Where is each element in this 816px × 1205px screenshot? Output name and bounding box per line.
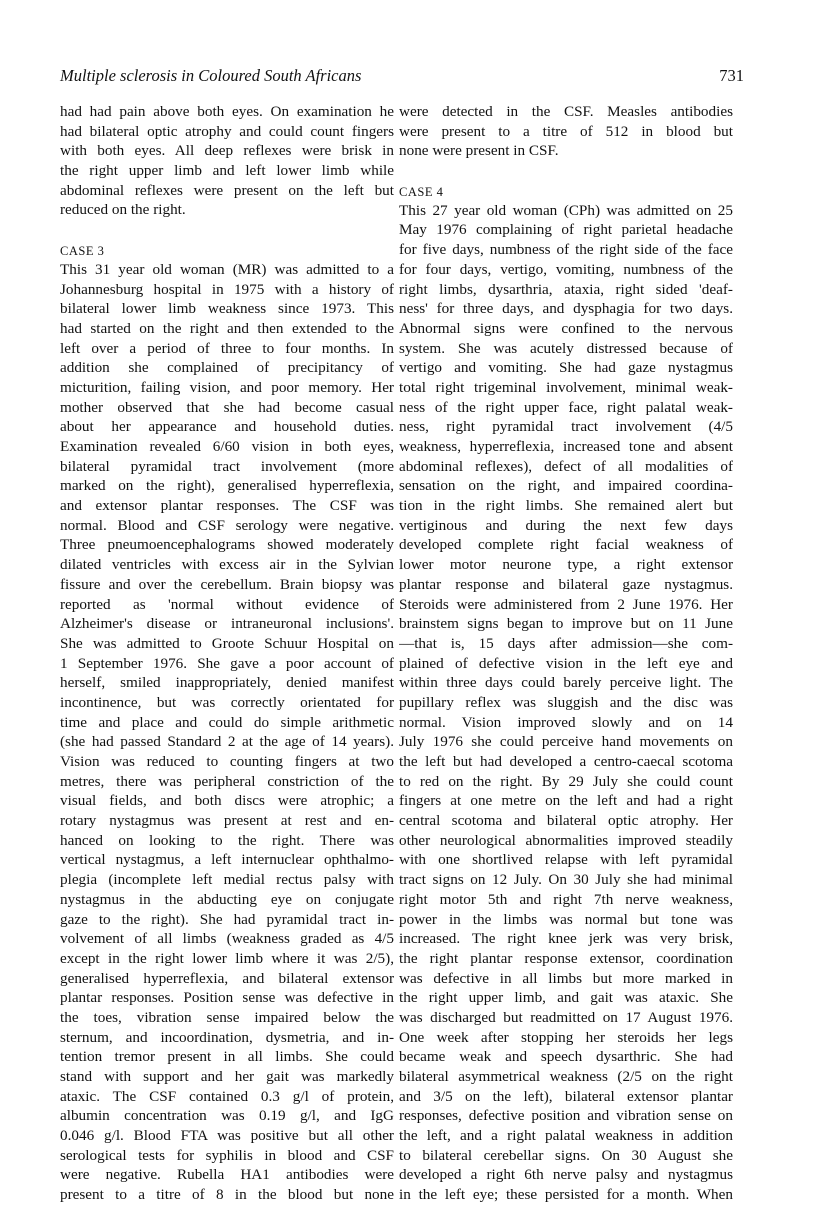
text-line: hanced on looking to the right. There was <box>60 831 394 849</box>
text-line: ness of the right upper face, right palatal weak- <box>399 398 733 416</box>
text-line: Steroids were administered from 2 June 1976. Her <box>399 595 733 613</box>
text-line: the right plantar response extensor, coordination <box>399 949 733 967</box>
text-line: mother observed that she had become casual <box>60 398 394 416</box>
text-line: vertigo and vomiting. She had gaze nystagmus <box>399 359 733 377</box>
text-line: addition she complained of precipitancy of <box>60 359 394 377</box>
text-line: stand with support and her gait was markedly <box>60 1068 394 1085</box>
text-line: abdominal reflexes were present on the left but <box>60 181 394 199</box>
text-line: Examination revealed 6/60 vision in both eyes, <box>60 438 394 455</box>
text-line: central scotoma and bilateral optic atrophy. Her <box>399 812 733 830</box>
text-line: weakness, hyperreflexia, increased tone and absent <box>399 438 733 455</box>
text-line: tion in the right limbs. She remained alert but <box>399 497 733 515</box>
text-line: the right upper limb and left lower limb while <box>60 162 394 180</box>
text-line: bilateral asymmetrical weakness (2/5 on the right <box>399 1068 733 1085</box>
text-line: power in the limbs was normal but tone was <box>399 910 733 928</box>
text-line: metres, there was peripheral constriction of the <box>60 772 394 790</box>
text-line: This 27 year old woman (CPh) was admitted on 25 <box>399 201 733 219</box>
text-line: developed a right 6th nerve palsy and nystagmus <box>399 1166 733 1184</box>
text-line: time and place and could do simple arithmetic <box>60 713 394 731</box>
text-line: marked on the right), generalised hyperreflexia, <box>60 477 394 495</box>
text-line: ness' for three days, and dysphagia for two days. <box>399 300 733 318</box>
text-line: the left, and a right palatal weakness in addition <box>399 1127 733 1145</box>
text-line: were present to a titre of 512 in blood but <box>399 122 733 140</box>
text-line: brainstem signs began to improve but on 11 June <box>399 615 733 633</box>
case-3-paragraph <box>60 260 394 1205</box>
text-line: Vision was reduced to counting fingers at two <box>60 753 394 770</box>
text-line: were detected in the CSF. Measles antibodies <box>399 103 733 120</box>
text-line: for four days, vertigo, vomiting, numbness of the <box>399 260 733 278</box>
text-line: tention tremor present in all limbs. She could <box>60 1048 394 1066</box>
text-line: reduced on the right. <box>60 201 186 219</box>
text-line: bilateral pyramidal tract involvement (more <box>60 457 394 475</box>
text-line: right motor 5th and right 7th nerve weakness, <box>399 890 733 908</box>
text-line: Johannesburg hospital in 1975 with a history of <box>60 280 394 298</box>
text-line: right limbs, dysarthria, ataxia, right sided 'deaf- <box>399 280 733 298</box>
text-line: fingers at one metre on the left and had a right <box>399 792 733 810</box>
text-line: This 31 year old woman (MR) was admitted to a <box>60 260 394 278</box>
text-line: had had pain above both eyes. On examination he <box>60 103 394 120</box>
text-line: nystagmus in the abducting eye on conjugate <box>60 890 394 908</box>
text-line: to red on the right. By 29 July she could count <box>399 772 733 790</box>
text-line: present to a titre of 8 in the blood but none <box>60 1186 394 1204</box>
text-line: developed complete right facial weakness of <box>399 536 733 554</box>
text-line: Abnormal signs were confined to the nervous <box>399 319 733 337</box>
text-line: volvement of all limbs (weakness graded as 4/5 <box>60 930 394 948</box>
page-number: 731 <box>719 66 744 85</box>
case-4-paragraph <box>399 201 733 1205</box>
text-line: except in the right lower limb where it was 2/5), <box>60 949 394 967</box>
text-line: about her appearance and household duties. <box>60 418 394 436</box>
text-line: plantar response and bilateral gaze nystagmus. <box>399 575 733 593</box>
right-column <box>399 102 733 1205</box>
text-line: plegia (incomplete left medial rectus palsy with <box>60 871 394 889</box>
continued-paragraph <box>399 102 733 161</box>
text-line: —that is, 15 days after admission—she com- <box>399 634 733 652</box>
text-line: normal. Vision improved slowly and on 14 <box>399 713 733 731</box>
text-line: responses, defective position and vibration sense on <box>399 1107 733 1125</box>
text-line: abdominal reflexes), defect of all modalities of <box>399 457 733 475</box>
text-line: the right upper limb, and gait was ataxic. She <box>399 989 733 1007</box>
text-line: ness, right pyramidal tract involvement (4/5 <box>399 418 733 436</box>
text-line: micturition, failing vision, and poor memory. Her <box>60 378 394 396</box>
text-line: with one shortlived relapse with left pyramidal <box>399 851 733 869</box>
text-line: normal. Blood and CSF serology were negative. <box>60 516 394 534</box>
text-line: vertical nystagmus, a left internuclear ophthalmo- <box>60 851 394 869</box>
text-line: was discharged but readmitted on 17 August 1976. <box>399 1008 733 1026</box>
text-line: and 3/5 on the left), bilateral extensor plantar <box>399 1087 733 1105</box>
text-line: dilated ventricles with excess air in the Sylvian <box>60 556 394 574</box>
case-3-heading: CASE 3 <box>60 244 105 259</box>
text-line: tract signs on 12 July. On 30 July she had minimal <box>399 871 733 889</box>
text-line: within three days could barely perceive light. The <box>399 674 733 692</box>
continued-paragraph <box>60 102 394 220</box>
text-line: sensation on the right, and impaired coordina- <box>399 477 733 495</box>
text-line: vertiginous and during the next few days <box>399 516 733 534</box>
text-line: One week after stopping her steroids her legs <box>399 1028 733 1046</box>
text-line: reported as 'normal without evidence of <box>60 595 394 613</box>
text-line: Alzheimer's disease or intraneuronal inclusions'. <box>60 615 394 633</box>
left-column <box>60 102 394 1205</box>
text-line: ataxic. The CSF contained 0.3 g/l of protein, <box>60 1087 394 1105</box>
text-line: visual fields, and both discs were atrophic; a <box>60 792 394 810</box>
text-line: July 1976 she could perceive hand movements on <box>399 733 733 751</box>
text-line: and extensor plantar responses. The CSF was <box>60 497 394 515</box>
text-line: lower motor neurone type, a right extensor <box>399 556 733 574</box>
text-line: plained of defective vision in the left eye and <box>399 654 733 672</box>
text-line: to bilateral cerebellar signs. On 30 August she <box>399 1146 733 1164</box>
text-line: were negative. Rubella HA1 antibodies were <box>60 1166 394 1184</box>
text-line: total right trigeminal involvement, minimal weak- <box>399 378 733 396</box>
text-line: serological tests for syphilis in blood and CSF <box>60 1146 394 1164</box>
text-line: May 1976 complaining of right parietal headache <box>399 221 733 239</box>
text-line: (she had passed Standard 2 at the age of 14 years). <box>60 733 394 751</box>
text-line: She was admitted to Groote Schuur Hospital on <box>60 634 394 652</box>
text-line: plantar responses. Position sense was defective in <box>60 989 394 1007</box>
text-line: the toes, vibration sense impaired below the <box>60 1008 394 1026</box>
text-line: gaze to the right). She had pyramidal tract in- <box>60 910 394 928</box>
text-line: left over a period of three to four months. In <box>60 339 394 357</box>
text-line: for five days, numbness of the right side of the face <box>399 241 733 259</box>
text-line: incontinence, but was correctly orientated for <box>60 693 394 711</box>
text-line: system. She was acutely distressed because of <box>399 339 733 357</box>
text-line: albumin concentration was 0.19 g/l, and IgG <box>60 1107 394 1125</box>
text-line: fissure and over the cerebellum. Brain biopsy was <box>60 575 394 593</box>
text-line: the left but had developed a centro-caecal scotoma <box>399 753 733 770</box>
text-line: pupillary reflex was sluggish and the disc was <box>399 693 733 711</box>
text-line: generalised hyperreflexia, and bilateral extensor <box>60 969 394 987</box>
running-title: Multiple sclerosis in Coloured South Africans <box>60 66 362 85</box>
text-line: none were present in CSF. <box>399 142 559 160</box>
text-line: bilateral lower limb weakness since 1973. This <box>60 300 394 318</box>
text-line: increased. The right knee jerk was very brisk, <box>399 930 733 948</box>
page-header <box>60 66 744 90</box>
text-line: with both eyes. All deep reflexes were brisk in <box>60 142 394 160</box>
text-line: other neurological abnormalities improved steadily <box>399 831 733 849</box>
text-line: had bilateral optic atrophy and could count fingers <box>60 122 394 140</box>
text-line: in the left eye; these persisted for a month. When <box>399 1186 733 1204</box>
text-line: 1 September 1976. She gave a poor account of <box>60 654 394 672</box>
text-line: sternum, and incoordination, dysmetria, and in- <box>60 1028 394 1046</box>
text-line: was defective in all limbs but more marked in <box>399 969 733 987</box>
case-4-heading: CASE 4 <box>399 185 444 200</box>
text-line: Three pneumoencephalograms showed moderately <box>60 536 394 554</box>
text-line: rotary nystagmus was present at rest and en- <box>60 812 394 830</box>
text-line: 0.046 g/l. Blood FTA was positive but all other <box>60 1127 394 1145</box>
text-line: herself, smiled inappropriately, denied manifest <box>60 674 394 692</box>
text-line: became weak and speech dysarthric. She had <box>399 1048 733 1066</box>
text-line: had started on the right and then extended to the <box>60 319 394 337</box>
